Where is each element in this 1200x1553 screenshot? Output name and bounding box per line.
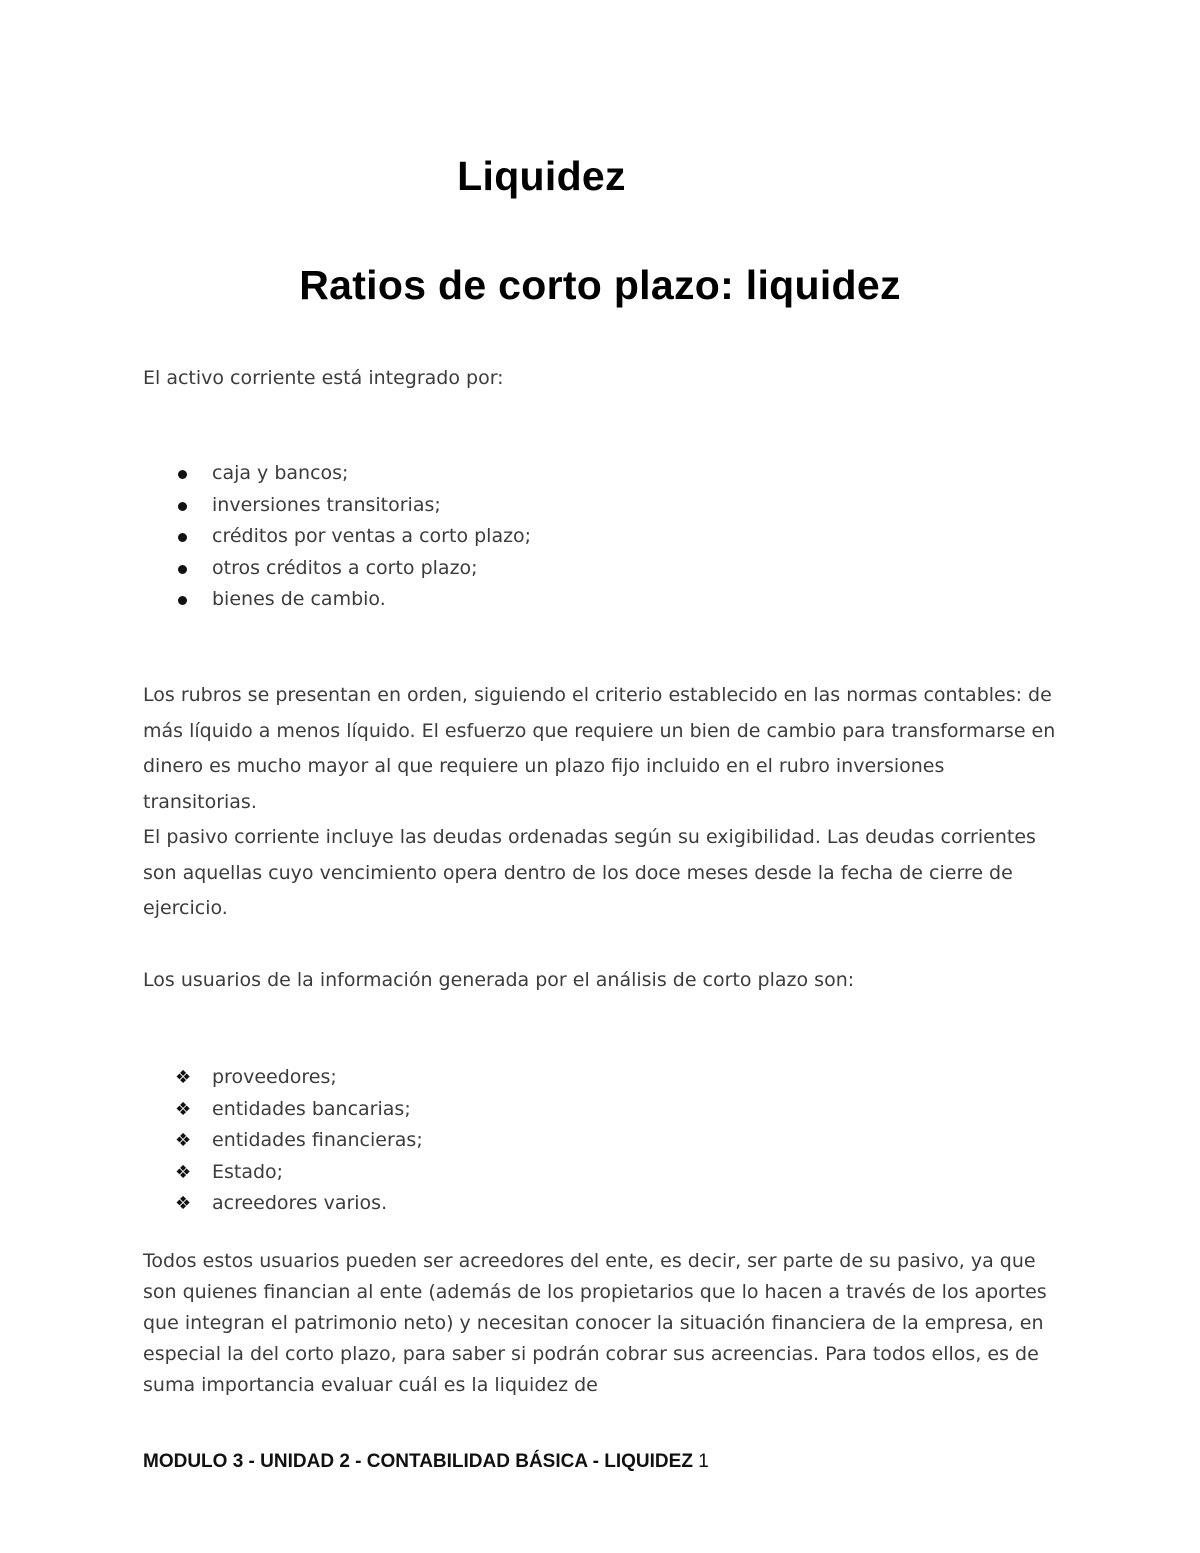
bullet-dot-icon — [178, 470, 187, 479]
intro-activo-text: El activo corriente está integrado por: — [143, 367, 504, 389]
diamond-bullet-icon: ❖ — [175, 1193, 192, 1214]
list-item — [143, 1062, 423, 1094]
bullet-dot-icon — [178, 596, 187, 605]
bullet-dot-icon — [178, 565, 187, 574]
diamond-bullet-icon: ❖ — [175, 1130, 192, 1151]
activo-list — [143, 458, 531, 616]
list-item — [143, 1188, 423, 1220]
list-item — [143, 553, 531, 585]
list-item-label: créditos por ventas a corto plazo; — [212, 525, 532, 547]
list-item-label: Estado; — [212, 1160, 284, 1183]
diamond-bullet-icon: ❖ — [175, 1098, 192, 1120]
page-footer — [143, 1451, 709, 1473]
list-item-label: acreedores varios. — [212, 1192, 388, 1214]
intro-usuarios-text: Los usuarios de la información generada por el análisis de corto plazo son: — [143, 969, 855, 991]
bullet-dot-icon — [178, 533, 187, 542]
paragraph-rubros: Los rubros se presentan en orden, siguiendo el criterio establecido en las normas contables: de más líquido a menos líquido. El esfuerzo que requiere un bien de cambio para transformarse en dinero es mucho mayor al que requiere un plazo fijo incluido en el rubro inversiones transitorias. — [143, 684, 1056, 813]
page-number: 1 — [698, 1451, 709, 1472]
section-subtitle: Ratios de corto plazo: liquidez — [299, 262, 901, 308]
list-item-label: caja y bancos; — [212, 462, 349, 484]
diamond-bullet-icon: ❖ — [175, 1067, 192, 1088]
list-item-label: inversiones transitorias; — [212, 493, 441, 516]
list-item-label: entidades financieras; — [212, 1129, 423, 1151]
body-paragraph-group — [143, 678, 1063, 927]
list-item — [143, 1125, 423, 1157]
paragraph-pasivo: El pasivo corriente incluye las deudas ordenadas según su exigibilidad. Las deudas corrientes son aquellas cuyo vencimiento opera dentro de los doce meses desde la fecha de cierre de ejercicio. — [143, 826, 1036, 919]
list-item-label: otros créditos a corto plazo; — [212, 556, 478, 579]
list-item — [143, 458, 531, 490]
bullet-dot-icon — [178, 502, 187, 511]
list-item — [143, 521, 531, 553]
list-item — [143, 1157, 423, 1189]
page-title: Liquidez — [457, 153, 626, 199]
usuarios-list — [143, 1062, 423, 1220]
footer-label: MODULO 3 - UNIDAD 2 - CONTABILIDAD BÁSICA - LIQUIDEZ — [143, 1451, 693, 1472]
list-item — [143, 490, 531, 522]
list-item-label: bienes de cambio. — [212, 588, 386, 610]
list-item — [143, 584, 531, 616]
list-item — [143, 1094, 423, 1126]
diamond-bullet-icon: ❖ — [175, 1161, 192, 1183]
paragraph-acreedores: Todos estos usuarios pueden ser acreedores del ente, es decir, ser parte de su pasivo, ya que son quienes financian al ente (además de los propietarios que lo hacen a través de los aportes que integran el patrimonio neto) y necesitan conocer la situación financiera de la empresa, en especial la del corto plazo, para saber si podrán cobrar sus acreencias. Para todos ellos, es de suma importancia evaluar cuál es la liquidez de — [143, 1250, 1047, 1396]
list-item-label: proveedores; — [212, 1066, 337, 1088]
list-item-label: entidades bancarias; — [212, 1097, 411, 1120]
